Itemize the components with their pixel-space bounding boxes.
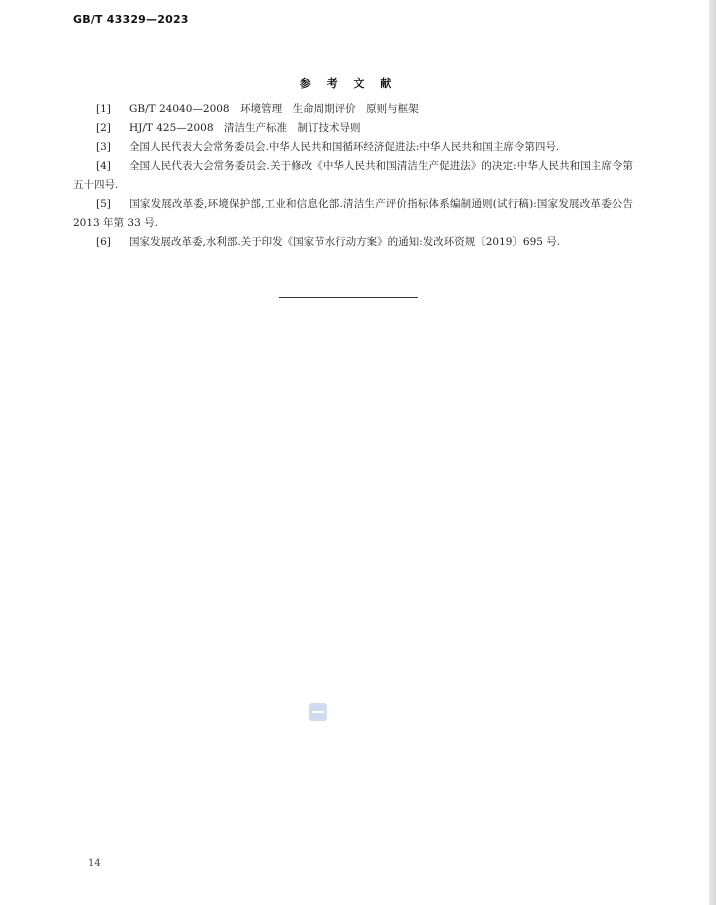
reference-number: [4] [96,160,111,172]
reference-number: [6] [96,236,111,248]
page-number: 14 [88,858,101,869]
reference-number: [2] [96,122,111,134]
reference-list [73,100,633,252]
reference-item [73,100,633,119]
reference-text: 国家发展改革委,环境保护部,工业和信息化部.清洁生产评价指标体系编制通则(试行稿):国家发展改革委公告 2013 年第 33 号. [73,198,633,229]
reference-text: 全国人民代表大会常务委员会.关于修改《中华人民共和国清洁生产促进法》的决定:中华人民共和国主席令第五十四号. [73,160,633,191]
reference-text: 国家发展改革委,水利部.关于印发《国家节水行动方案》的通知:发改环资规〔2019〕695 号. [129,236,561,248]
reference-number: [5] [96,198,111,210]
reference-item [73,195,633,233]
reference-text: GB/T 24040—2008 环境管理 生命周期评价 原则与框架 [129,103,419,115]
watermark-logo-icon [309,703,327,721]
reference-number: [1] [96,103,111,115]
page-edge-shadow [709,0,716,905]
reference-text: 全国人民代表大会常务委员会.中华人民共和国循环经济促进法:中华人民共和国主席令第四号. [129,141,560,153]
reference-item [73,119,633,138]
reference-text: HJ/T 425—2008 清洁生产标准 制订技术导则 [129,122,361,134]
section-title: 参 考 文 献 [299,77,398,90]
end-of-document-rule [279,297,418,298]
reference-item [73,138,633,157]
reference-item [73,157,633,195]
reference-item [73,233,633,252]
reference-number: [3] [96,141,111,153]
standard-code-header: GB/T 43329—2023 [73,13,189,26]
